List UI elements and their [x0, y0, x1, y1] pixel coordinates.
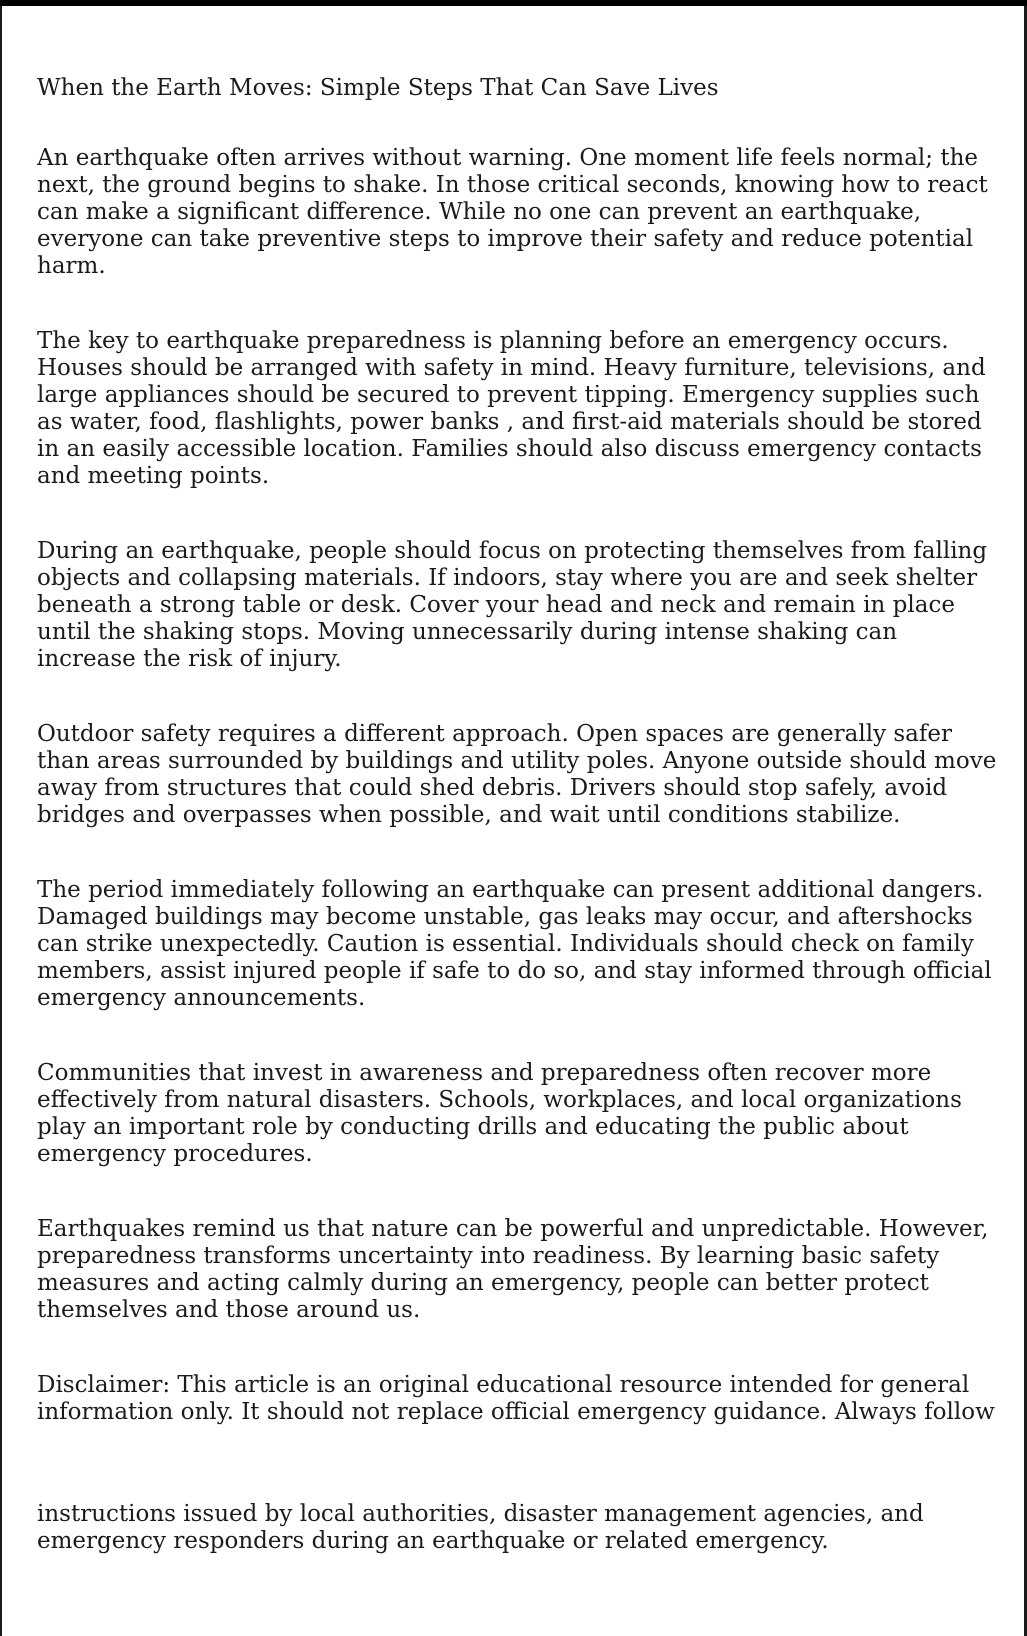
article-body	[37, 75, 997, 1603]
disclaimer-part-1: Disclaimer: This article is an original educational resource intended for general information only. It should not replace official emergency guidance. Always follow	[37, 1372, 995, 1425]
top-border	[0, 0, 1027, 6]
paragraph-conclusion: Earthquakes remind us that nature can be powerful and unpredictable. However, preparedness transforms uncertainty into readiness. By learning basic safety measures and acting calmly during an emergency, people can better protect themselves and those around us.	[37, 1216, 989, 1323]
left-border	[0, 6, 2, 1636]
disclaimer-part-2: instructions issued by local authorities, disaster management agencies, and emergency responders during an earthquake or related emergency.	[37, 1501, 924, 1554]
paragraph-during-earthquake: During an earthquake, people should focus on protecting themselves from falling objects and collapsing materials. If indoors, stay where you are and seek shelter beneath a strong table or desk. Cover your head and neck and remain in place until the shaking stops. Moving unnecessarily during intense shaking can increase the risk of injury.	[37, 538, 988, 672]
paragraph-communities: Communities that invest in awareness and preparedness often recover more effectively from natural disasters. Schools, workplaces, and local organizations play an important role by conducting drills and educating the public about emergency procedures.	[37, 1060, 962, 1167]
paragraph-intro: An earthquake often arrives without warning. One moment life feels normal; the next, the ground begins to shake. In those critical seconds, knowing how to react can make a significant difference. While no one can prevent an earthquake, everyone can take preventive steps to improve their safety and reduce potential harm.	[37, 145, 988, 279]
paragraph-aftermath: The period immediately following an earthquake can present additional dangers. Damaged buildings may become unstable, gas leaks may occur, and aftershocks can strike unexpectedly. Caution is essential. Individuals should check on family members, assist injured people if safe to do so, and stay informed through official emergency announcements.	[37, 877, 992, 1011]
article-title: When the Earth Moves: Simple Steps That Can Save Lives	[37, 75, 719, 101]
paragraph-preparedness: The key to earthquake preparedness is planning before an emergency occurs. Houses should be arranged with safety in mind. Heavy furniture, televisions, and large appliances should be secured to prevent tipping. Emergency supplies such as water, food, flashlights, power banks , and first-aid materials should be stored in an easily accessible location. Families should also discuss emergency contacts and meeting points.	[37, 328, 986, 489]
paragraph-outdoor-safety: Outdoor safety requires a different approach. Open spaces are generally safer than areas surrounded by buildings and utility poles. Anyone outside should move away from structures that could shed debris. Drivers should stop safely, avoid bridges and overpasses when possible, and wait until conditions stabilize.	[37, 721, 997, 828]
